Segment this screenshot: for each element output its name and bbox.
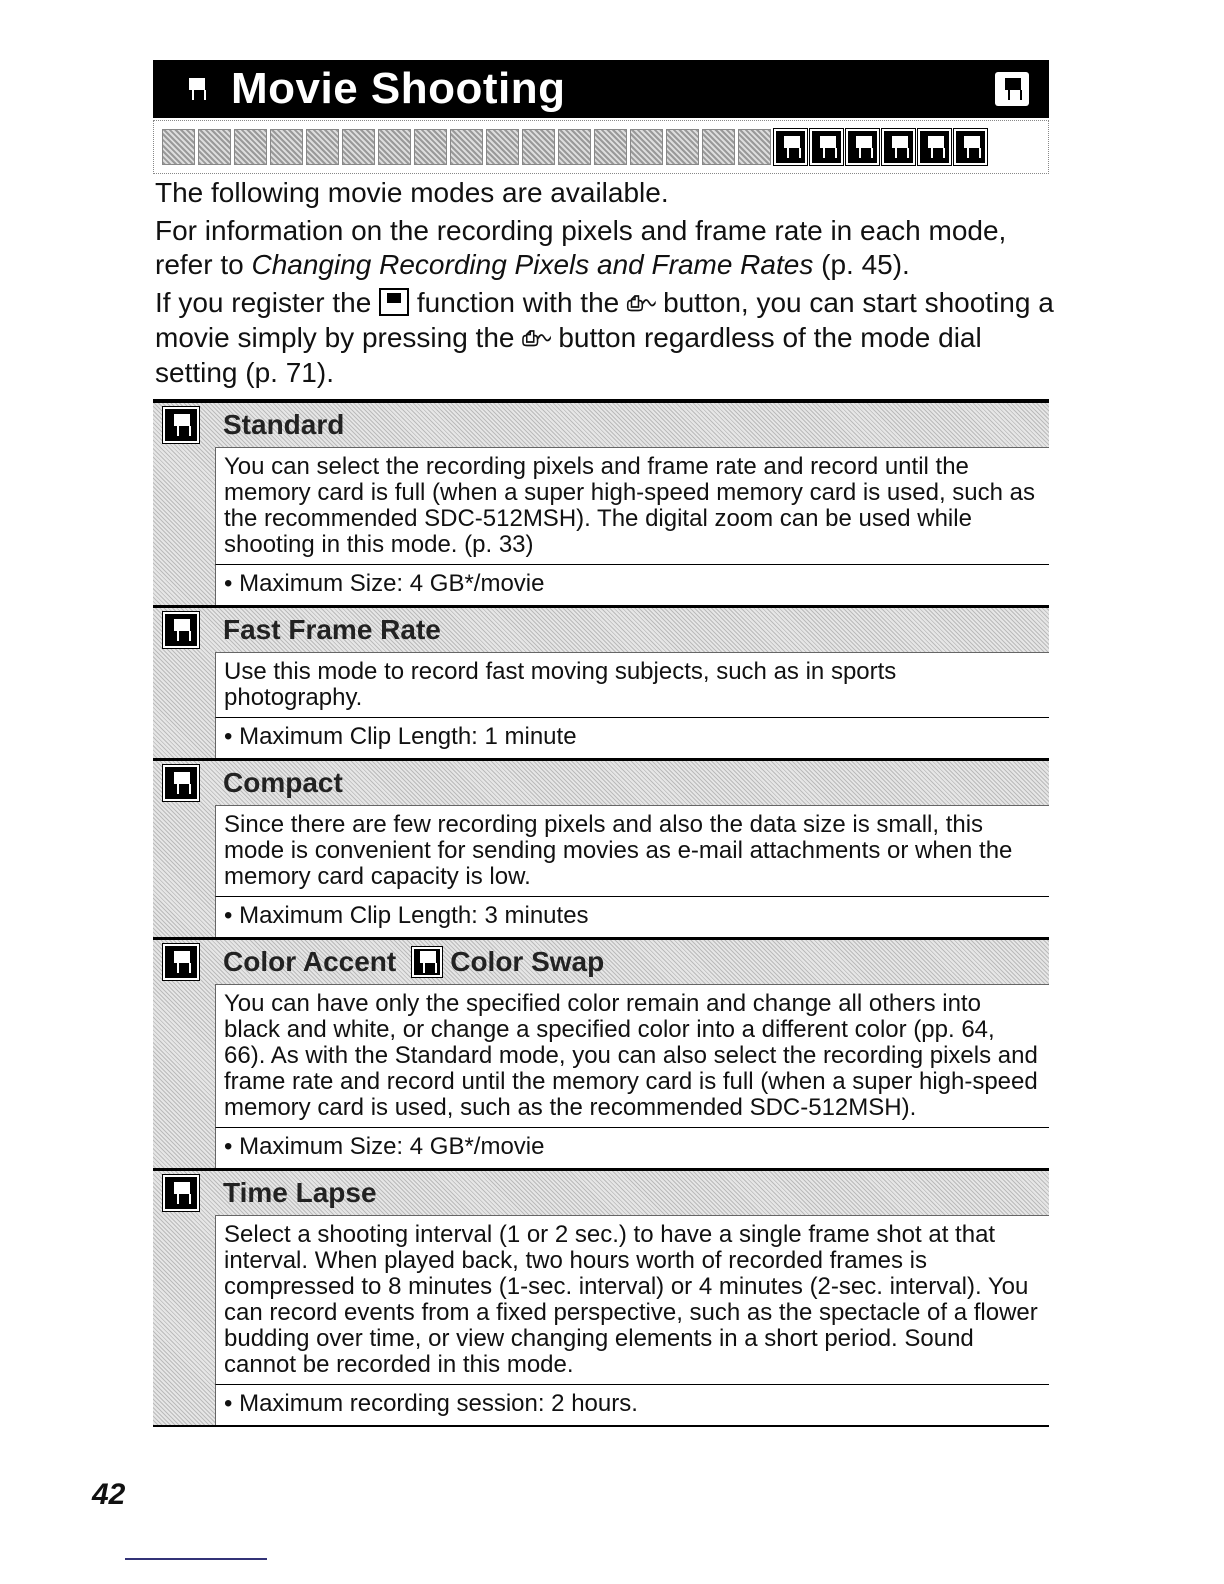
mode-fast-frame-rate (153, 605, 1049, 758)
inactive-mode-icon (198, 129, 231, 165)
mode-time-lapse (153, 1168, 1049, 1425)
movie-standard-icon (774, 129, 807, 165)
page-header (153, 60, 1049, 118)
inactive-mode-icon (234, 129, 267, 165)
page-title: Movie Shooting (231, 64, 566, 113)
intro-p2: For information on the recording pixels and frame rate in each mode, refer to Changing Recording Pixels and Frame Rates (p. 45). (155, 215, 1007, 280)
mode-description: Since there are few recording pixels and also the data size is small, this mode is convenient for sending movies as e-mail attachments or when the memory card capacity is low. (215, 805, 1049, 896)
inactive-mode-icon (414, 129, 447, 165)
inactive-mode-icon (306, 129, 339, 165)
color-accent-icon (882, 129, 915, 165)
color-accent-icon (163, 944, 199, 980)
mode-spec: • Maximum Clip Length: 1 minute (215, 717, 1049, 758)
intro-text (155, 176, 1055, 394)
page-number: 42 (92, 1478, 126, 1511)
mode-title: Standard (223, 409, 345, 440)
inactive-mode-icon (558, 129, 591, 165)
inactive-mode-icon (738, 129, 771, 165)
compact-icon (846, 129, 879, 165)
inactive-mode-icon (666, 129, 699, 165)
inactive-mode-icon (594, 129, 627, 165)
inactive-mode-icon (342, 129, 375, 165)
shortcut-button-icon: ⎙∿ (627, 293, 656, 315)
mode-title: Color Accent (223, 946, 397, 977)
fast-frame-rate-icon (810, 129, 843, 165)
shortcut-button-icon: ⎙∿ (522, 328, 551, 350)
mode-title: Fast Frame Rate (223, 614, 441, 645)
mode-icon-strip (153, 120, 1049, 174)
inactive-mode-icon (702, 129, 735, 165)
mode-spec: • Maximum Size: 4 GB*/movie (215, 564, 1049, 605)
mode-color-accent-swap (153, 937, 1049, 1168)
movie-modes-table (153, 399, 1049, 1427)
mode-description: You can select the recording pixels and frame rate and record until the memory card is full (when a super high-speed memory card is used, such as the recommended SDC-512MSH). The digital zoom can be used while shooting in this mode. (p. 33) (215, 447, 1049, 564)
inactive-mode-icon (630, 129, 663, 165)
time-lapse-icon (954, 129, 987, 165)
mode-spec: • Maximum Size: 4 GB*/movie (215, 1127, 1049, 1168)
inactive-mode-icon (270, 129, 303, 165)
movie-mode-badge-icon (995, 72, 1029, 106)
inactive-mode-icon (450, 129, 483, 165)
mode-spec: • Maximum recording session: 2 hours. (215, 1384, 1049, 1425)
mode-standard (153, 403, 1049, 605)
inactive-mode-icon (162, 129, 195, 165)
fast-frame-rate-icon (163, 612, 199, 648)
inactive-mode-icon (378, 129, 411, 165)
time-lapse-icon (163, 1175, 199, 1211)
mode-title: Compact (223, 767, 343, 798)
mode-title: Time Lapse (223, 1177, 377, 1208)
inactive-mode-icon (522, 129, 555, 165)
compact-icon (163, 765, 199, 801)
mode-spec: • Maximum Clip Length: 3 minutes (215, 896, 1049, 937)
inactive-mode-icon (486, 129, 519, 165)
mode-title-2: Color Swap (450, 946, 605, 977)
mode-description: You can have only the specified color remain and change all others into black and white, or change a specified color into a different color (pp. 64, 66). As with the Standard mode, you can also select the recording pixels and frame rate and record until the memory card is full (when a super high-speed memory card is used, such as the recommended SDC-512MSH). (215, 984, 1049, 1127)
footer-rule (125, 1558, 267, 1560)
mode-description: Select a shooting interval (1 or 2 sec.) to have a single frame shot at that interval. When played back, two hours worth of recorded frames is compressed to 8 minutes (1-sec. interval) or 4 minutes (2-sec. interval). You can record events from a fixed perspective, such as the spectacle of a flower budding over time, or view changing elements in a short period. Sound cannot be recorded in this mode. (215, 1215, 1049, 1384)
mode-compact (153, 758, 1049, 937)
movie-standard-icon (379, 288, 409, 316)
intro-p1: The following movie modes are available. (155, 177, 669, 208)
movie-standard-icon (163, 407, 199, 443)
color-swap-icon (412, 947, 442, 977)
intro-p3: If you register the function with the ⎙∿ button, you can start shooting a movie simply by pressing the ⎙∿ button regardless of the mode dial setting (p. 71). (155, 287, 1054, 388)
color-swap-icon (918, 129, 951, 165)
mode-description: Use this mode to record fast moving subjects, such as in sports photography. (215, 652, 1049, 717)
movie-camera-icon (183, 76, 209, 102)
